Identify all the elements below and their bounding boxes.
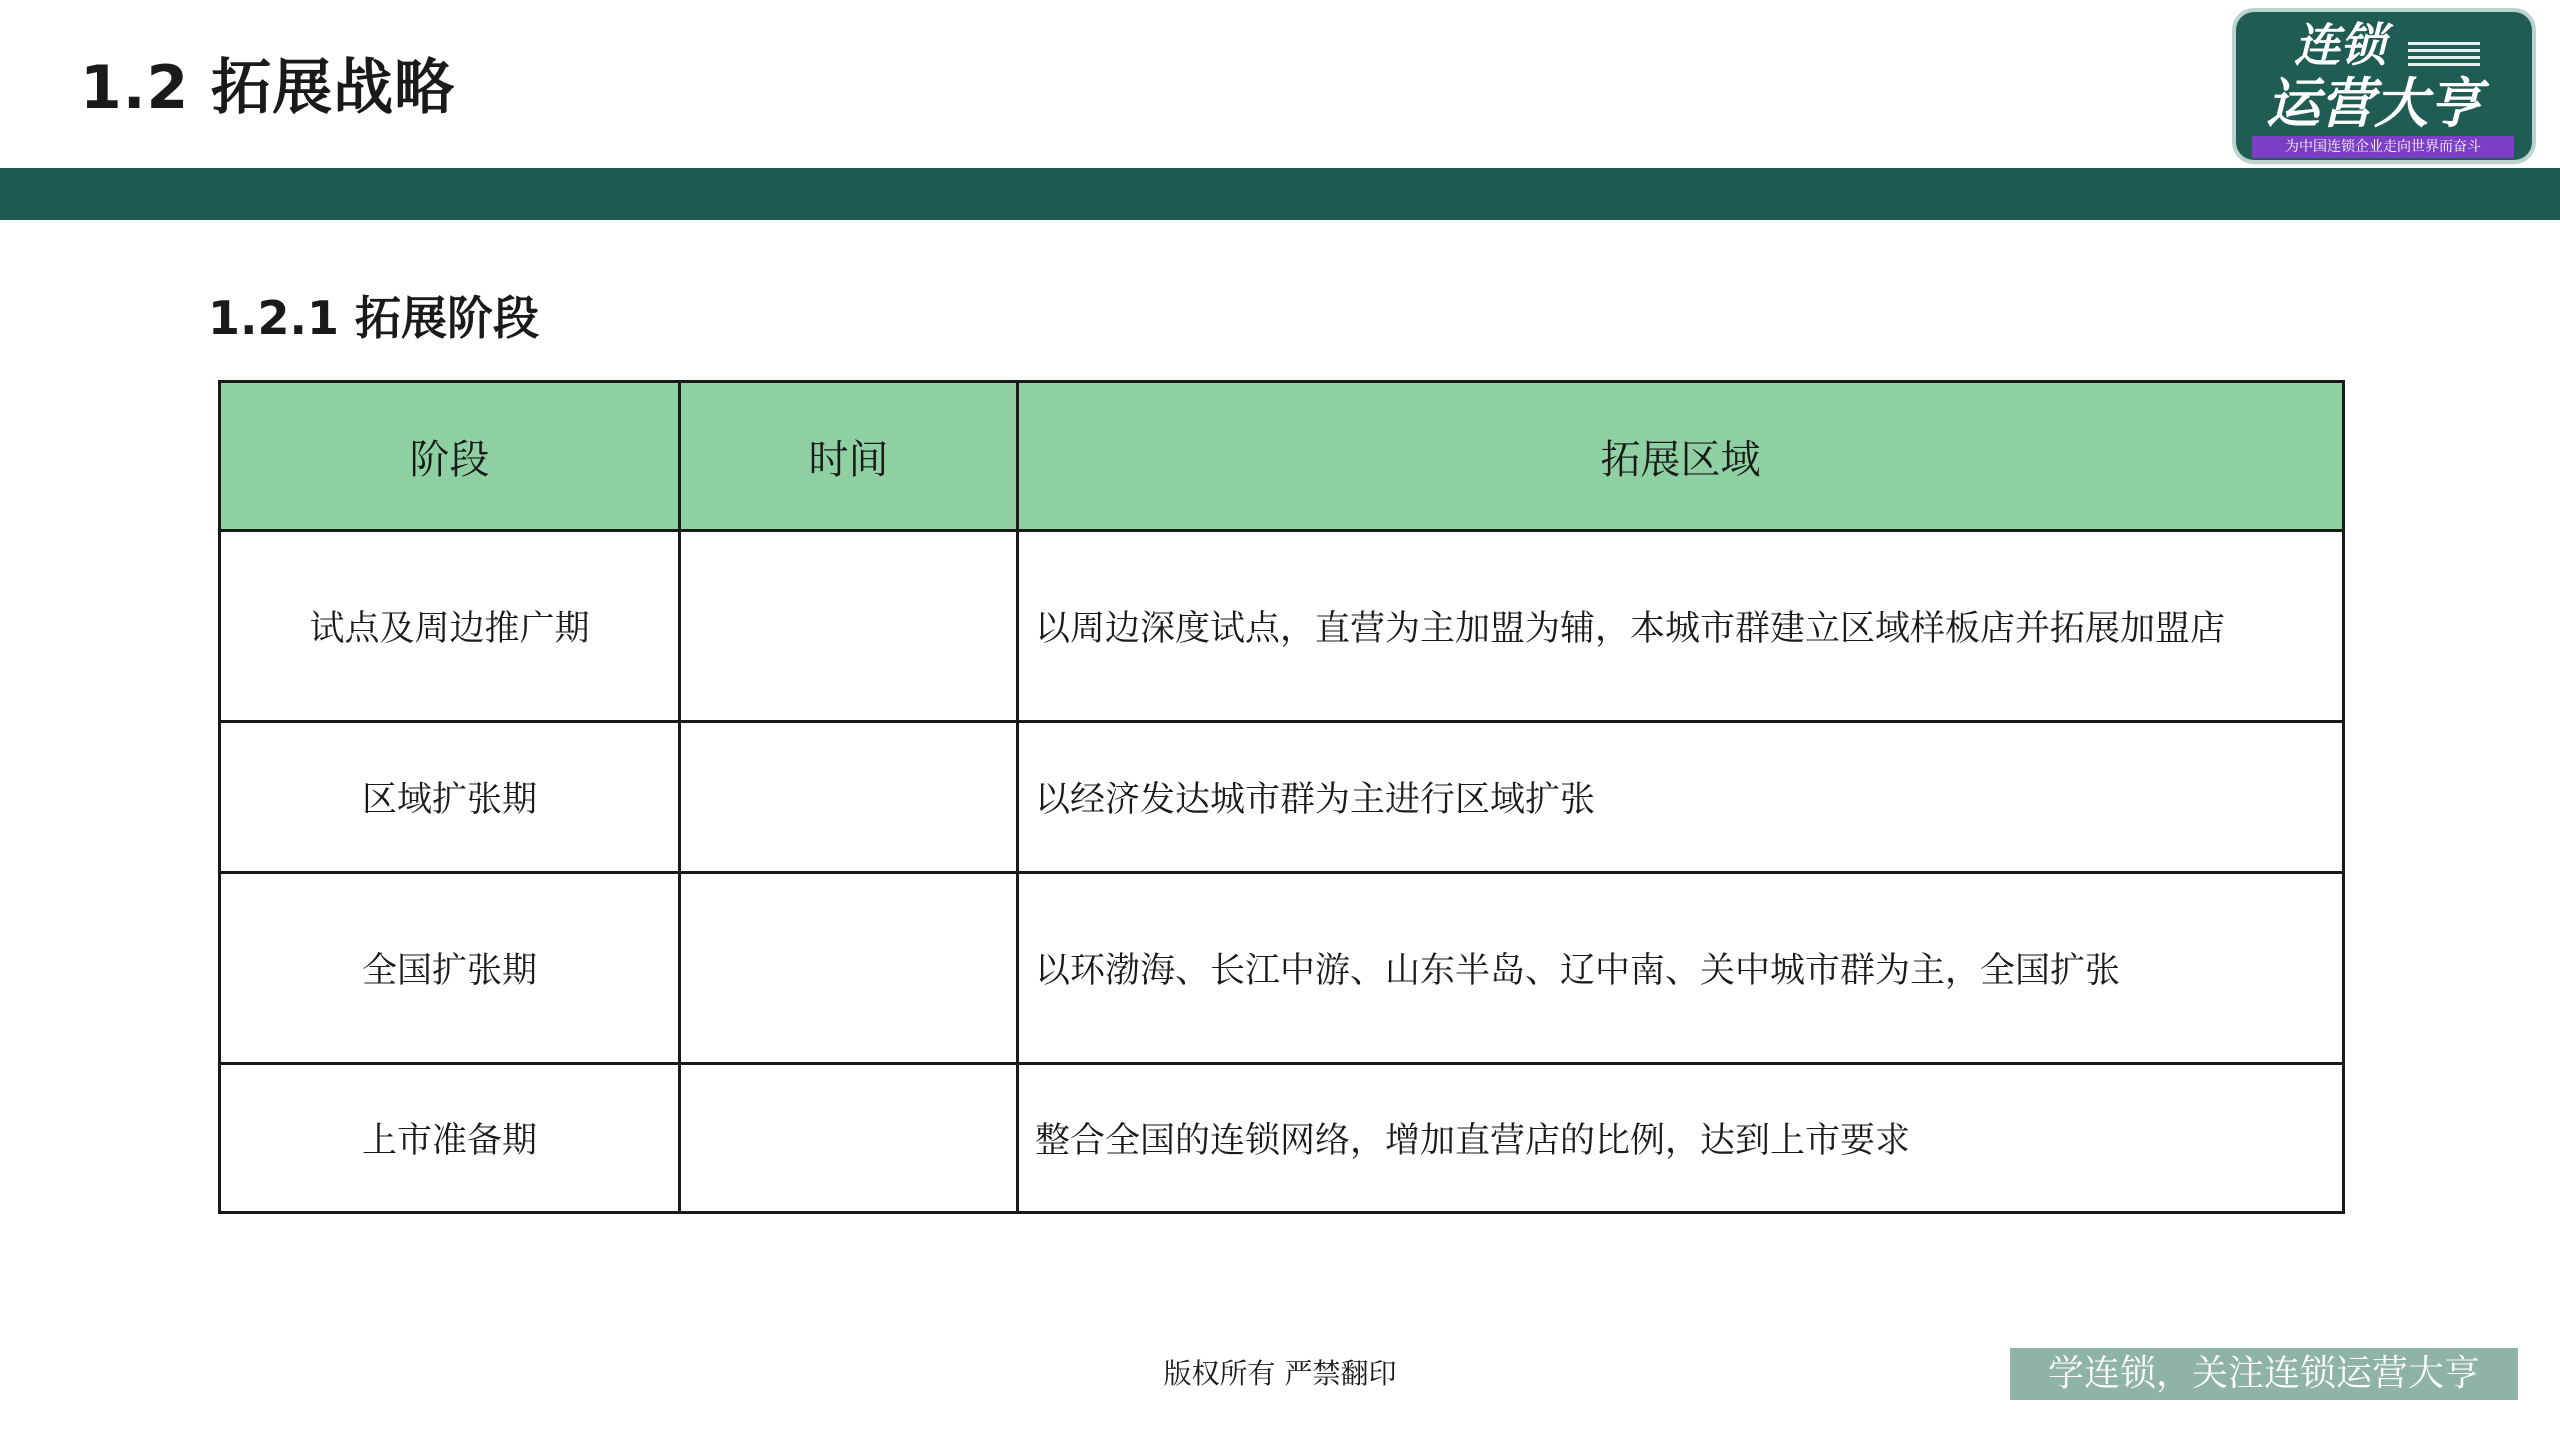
column-header-stage: 阶段	[220, 382, 680, 531]
stage-cell: 全国扩张期	[220, 873, 680, 1064]
region-cell: 以环渤海、长江中游、山东半岛、辽中南、关中城市群为主，全国扩张	[1018, 873, 2344, 1064]
stage-cell: 区域扩张期	[220, 722, 680, 873]
copyright-notice: 版权所有 严禁翻印	[1163, 1357, 1397, 1390]
time-cell	[680, 873, 1018, 1064]
table-header-row	[220, 382, 2344, 531]
logo-text-line1: 连锁	[2294, 18, 2386, 72]
header-divider-bar	[0, 168, 2560, 220]
stage-cell: 试点及周边推广期	[220, 531, 680, 722]
column-header-region: 拓展区域	[1018, 382, 2344, 531]
section-title: 1.2.1 拓展阶段	[208, 291, 539, 345]
page-title: 1.2 拓展战略	[80, 53, 456, 123]
table-row	[220, 1064, 2344, 1213]
stage-cell: 上市准备期	[220, 1064, 680, 1213]
logo-waves-decoration	[2408, 42, 2480, 68]
time-cell	[680, 722, 1018, 873]
table-row	[220, 873, 2344, 1064]
slogan-banner: 学连锁，关注连锁运营大亨	[2010, 1348, 2518, 1400]
region-cell: 整合全国的连锁网络，增加直营店的比例，达到上市要求	[1018, 1064, 2344, 1213]
table-row	[220, 531, 2344, 722]
column-header-time: 时间	[680, 382, 1018, 531]
region-cell: 以周边深度试点，直营为主加盟为辅，本城市群建立区域样板店并拓展加盟店	[1018, 531, 2344, 722]
time-cell	[680, 1064, 1018, 1213]
table-row	[220, 722, 2344, 873]
logo-tagline: 为中国连锁企业走向世界而奋斗	[2252, 136, 2514, 158]
time-cell	[680, 531, 1018, 722]
brand-logo	[2236, 12, 2532, 160]
expansion-stages-table	[218, 380, 2345, 1214]
logo-text-line2: 运营大亨	[2266, 72, 2482, 135]
region-cell: 以经济发达城市群为主进行区域扩张	[1018, 722, 2344, 873]
